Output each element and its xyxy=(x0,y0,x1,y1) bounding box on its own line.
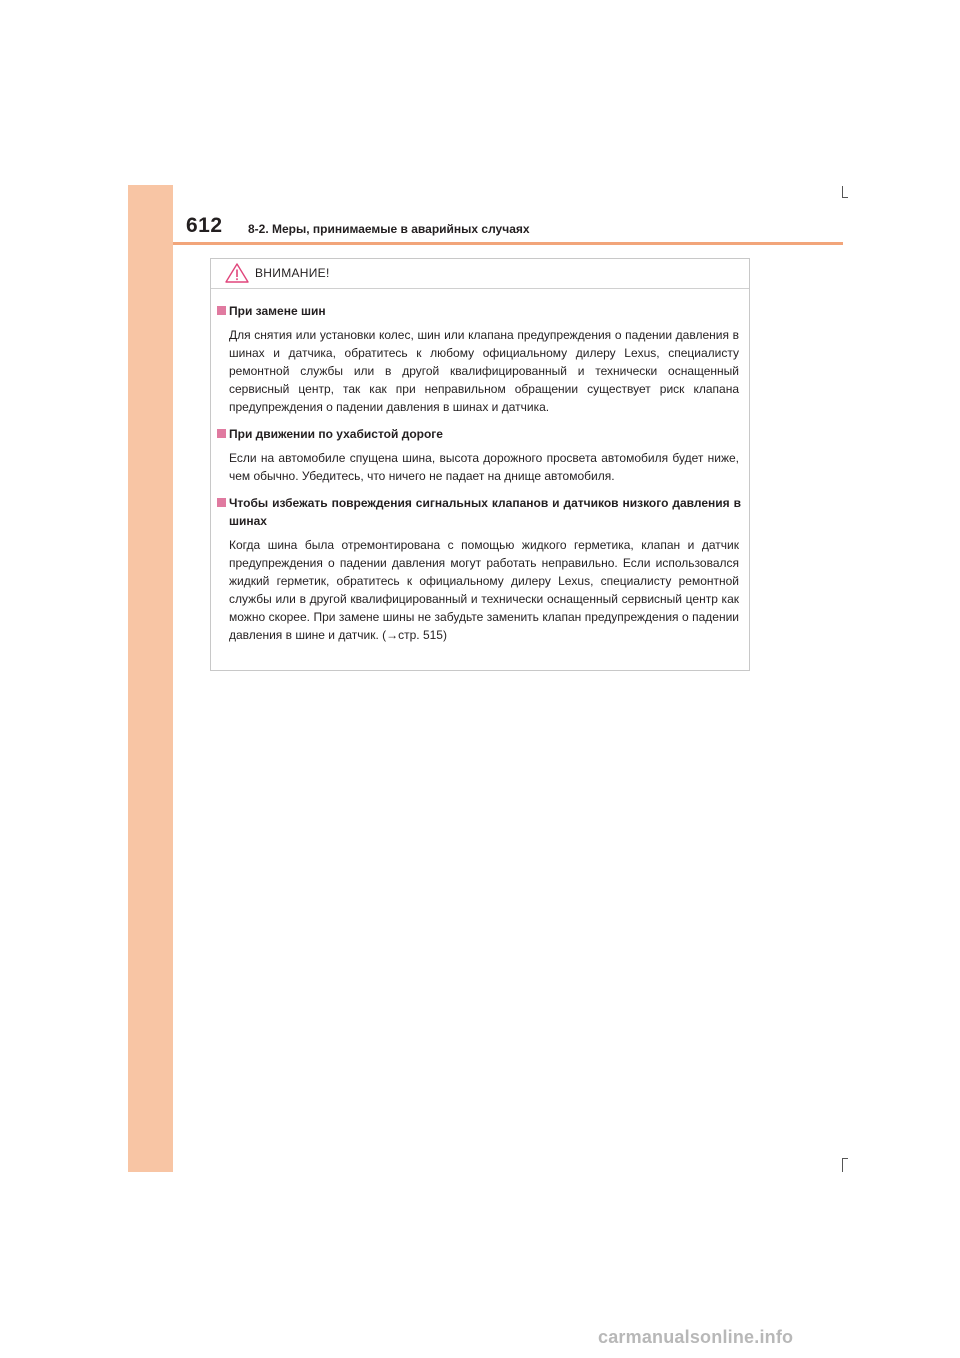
section-heading-text: При движении по ухабистой дороге xyxy=(229,427,443,441)
warning-title: ВНИМАНИЕ! xyxy=(255,266,330,280)
section-heading-text: При замене шин xyxy=(229,304,326,318)
section-heading xyxy=(211,302,749,320)
section-body: Когда шина была отремонтирована с помощью жидкого герметика, клапан и датчик предупреждения о падении давления могут работать неправильно. Если использовался жидкий герметик, обратитесь к официальному дилеру Lexus, специалисту ремонтной службы или в другой квалифицированный и технически оснащенный сервисный центр как можно скорее. При замене шины не забудьте заменить клапан предупреждения о падении давления в шине и датчик. (→стр. 515) xyxy=(229,538,739,642)
side-color-strip xyxy=(128,185,173,1172)
crop-mark-top-tick xyxy=(842,197,848,198)
square-bullet-icon xyxy=(217,498,226,507)
warning-box xyxy=(210,258,750,671)
section-heading xyxy=(211,494,749,530)
header-rule xyxy=(173,242,843,245)
crop-mark-bottom xyxy=(842,1158,843,1172)
section-heading-text: Чтобы избежать повреждения сигнальных клапанов и датчиков низкого давления в шинах xyxy=(229,496,741,528)
watermark-text: carmanualsonline.info xyxy=(598,1327,794,1347)
section-body: Если на автомобиле спущена шина, высота дорожного просвета автомобиля будет ниже, чем обычно. Убедитесь, что ничего не падает на днище автомобиля. xyxy=(229,451,739,483)
square-bullet-icon xyxy=(217,306,226,315)
section-heading xyxy=(211,425,749,443)
page-number: 612 xyxy=(186,214,223,237)
warning-section-tire-replacement xyxy=(211,302,749,416)
warning-section-rough-road xyxy=(211,425,749,485)
section-title: 8-2. Меры, принимаемые в аварийных случаях xyxy=(248,222,530,236)
section-body: Для снятия или установки колес, шин или клапана предупреждения о падении давления в шинах и датчика, обратитесь к любому официальному дилеру Lexus, специалисту ремонтной службы или в другой квалифицированный и технически оснащенный сервисный центр, так как при неправильном обращении существует риск клапана предупреждения о падении давления в шинах и датчика. xyxy=(229,328,739,414)
warning-section-valve-sensor-damage xyxy=(211,494,749,644)
warning-content xyxy=(211,289,749,644)
crop-mark-bottom-tick xyxy=(842,1158,848,1159)
square-bullet-icon xyxy=(217,429,226,438)
warning-triangle-icon xyxy=(225,263,249,283)
warning-header xyxy=(211,259,749,289)
